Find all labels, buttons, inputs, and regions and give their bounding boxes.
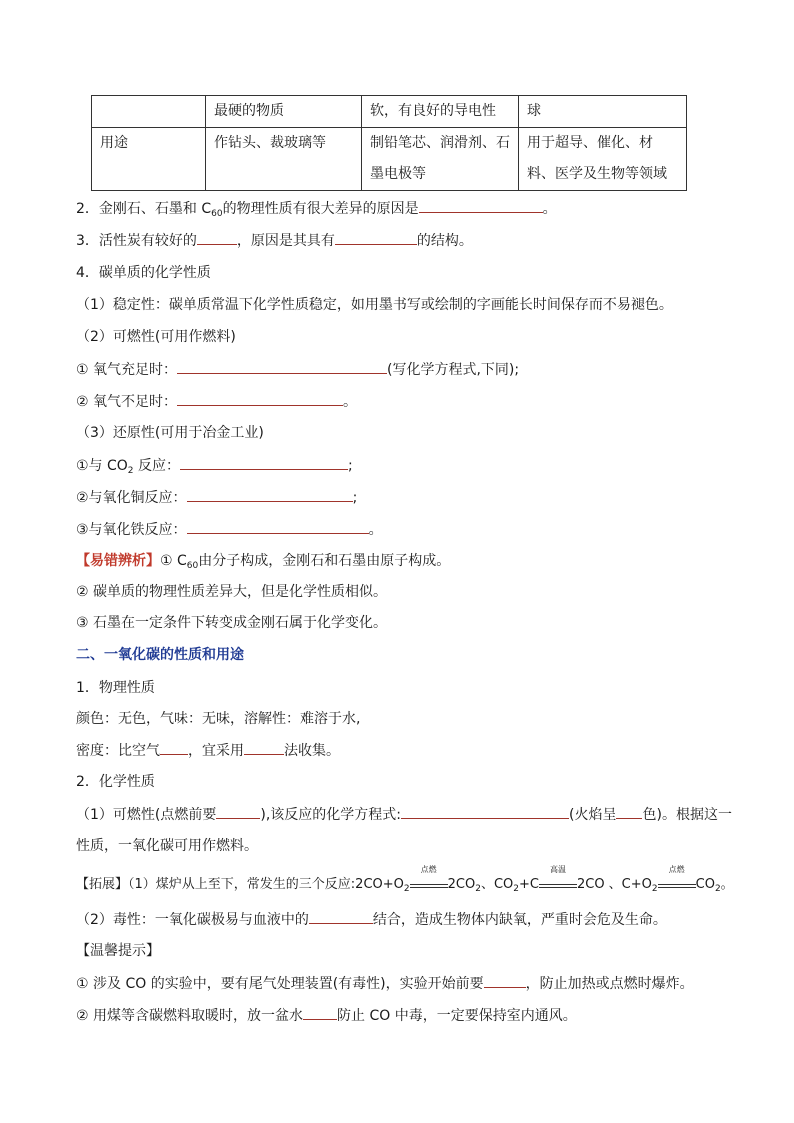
tip-1: ① 涉及 CO 的实验中，要有尾气处理装置(有毒性)，实验开始前要 ，防止加热或点燃时爆炸。 <box>76 973 694 994</box>
blank-field[interactable] <box>244 740 284 755</box>
blank-field[interactable] <box>401 804 569 819</box>
reaction-condition: 点燃 <box>410 876 448 888</box>
density-line: 密度：比空气 ，宜采用 法收集。 <box>76 740 340 761</box>
table-cell: 作钻头、裁玻璃等 <box>206 128 362 191</box>
blank-field[interactable] <box>177 391 343 406</box>
blank-field[interactable] <box>180 455 348 470</box>
table-row <box>92 128 687 191</box>
table-cell: 用于超导、催化、材料、医学及生物等领域 <box>519 128 687 191</box>
blank-field[interactable] <box>216 804 260 819</box>
combustion-line: （1）可燃性(点燃前要 ),该反应的化学方程式: (火焰呈 色)。根据这一 <box>76 804 732 825</box>
stability-text: （1）稳定性：碳单质常温下化学性质稳定，如用墨书写或绘制的字画能长时间保存而不易褪色。 <box>76 297 673 313</box>
table-cell: 最硬的物质 <box>206 96 362 128</box>
question-3: 3．活性炭有较好的 ，原因是其具有 的结构。 <box>76 230 473 251</box>
color-odor-line: 颜色：无色，气味：无味，溶解性：难溶于水, <box>76 711 361 727</box>
reaction-cuo-line: ②与氧化铜反应： ; <box>76 487 357 508</box>
reducibility-title: （3）还原性(可用于冶金工业) <box>76 425 264 441</box>
combustion-line-2: 性质，一氧化碳可用作燃料。 <box>76 838 258 854</box>
blank-field[interactable] <box>177 359 387 374</box>
combustibility-title: （2）可燃性(可用作燃料) <box>76 329 236 345</box>
blank-field[interactable] <box>484 973 526 988</box>
question-2: 2．金刚石、石墨和 $C_{60}$的物理性质有很大差异的原因是 。 <box>76 198 557 224</box>
blank-field[interactable] <box>419 198 543 213</box>
blank-field[interactable] <box>616 804 642 819</box>
blank-field[interactable] <box>309 909 373 924</box>
error-analysis-3: ③ 石墨在一定条件下转变成金刚石属于化学变化。 <box>76 615 387 631</box>
table-cell: 软，有良好的导电性 <box>362 96 519 128</box>
section-2-title: 二、一氧化碳的性质和用途 <box>76 647 244 663</box>
reaction-condition: 点燃 <box>658 876 696 888</box>
reaction-fe2o3-line: ③与氧化铁反应： 。 <box>76 519 383 540</box>
extension-line: 【拓展】（1）煤炉从上至下，常发生的三个反应$:2CO+O_2$ 点燃 $2CO_2$、$CO_2+C$ 高温 2CO 、$C+O_2$ 点燃 $CO_2$。 <box>76 865 734 894</box>
blank-field[interactable] <box>303 1005 337 1020</box>
blank-field[interactable] <box>335 230 417 245</box>
carbon-properties-table <box>91 95 687 191</box>
blank-field[interactable] <box>187 519 369 534</box>
toxicity-line: （2）毒性：一氧化碳极易与血液中的 结合，造成生物体内缺氧，严重时会危及生命。 <box>76 909 667 930</box>
section-4-title: 4．碳单质的化学性质 <box>76 265 211 281</box>
oxygen-insufficient-line: ② 氧气不足时： 。 <box>76 391 357 412</box>
tip-2: ② 用煤等含碳燃料取暖时，放一盆水 防止 CO 中毒，一定要保持室内通风。 <box>76 1005 577 1026</box>
chemical-properties-title: 2．化学性质 <box>76 774 155 790</box>
reaction-condition: 高温 <box>539 876 577 888</box>
table-cell: 制铅笔芯、润滑剂、石墨电极等 <box>362 128 519 191</box>
reaction-co2-line: ①与 $CO_2$ 反应： ; <box>76 455 353 481</box>
table-cell: 用途 <box>92 128 206 191</box>
blank-field[interactable] <box>160 740 188 755</box>
error-analysis-1: 【易错辨析】① $C_{60}$由分子构成，金刚石和石墨由原子构成。 <box>76 553 451 571</box>
tips-title: 【温馨提示】 <box>76 943 160 959</box>
table-row <box>92 96 687 128</box>
physical-properties-title: 1．物理性质 <box>76 680 155 696</box>
blank-field[interactable] <box>197 230 237 245</box>
error-analysis-2: ② 碳单质的物理性质差异大，但是化学性质相似。 <box>76 584 387 600</box>
blank-field[interactable] <box>187 487 353 502</box>
table-cell: 球 <box>519 96 687 128</box>
oxygen-sufficient-line: ① 氧气充足时： (写化学方程式,下同); <box>76 359 519 380</box>
table-cell <box>92 96 206 128</box>
